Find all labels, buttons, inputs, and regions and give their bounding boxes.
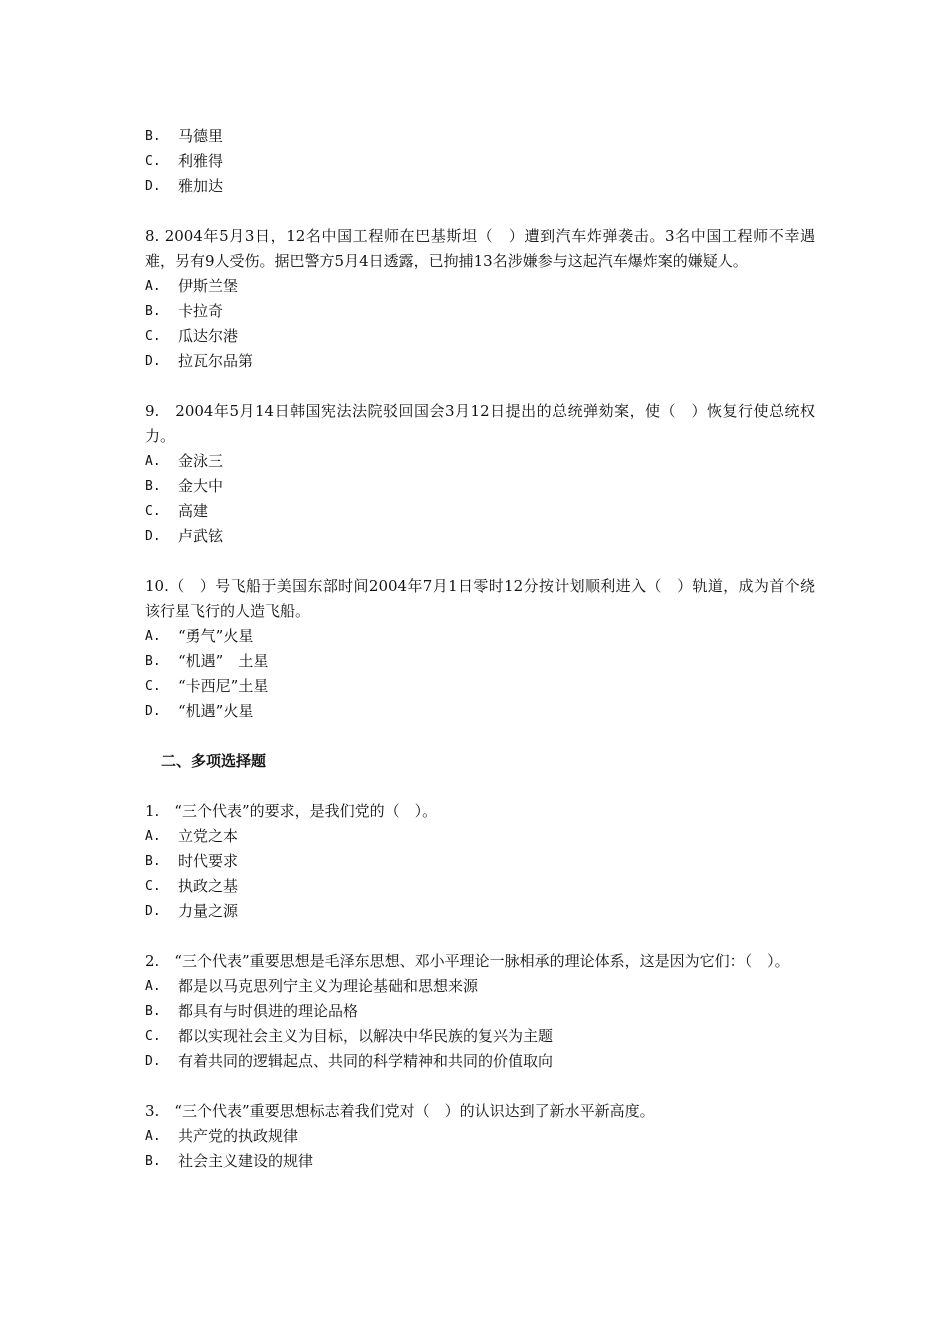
spacer <box>145 774 815 799</box>
option-text: “勇气”火星 <box>178 627 254 645</box>
option-b <box>145 299 815 324</box>
option-text: 共产党的执政规律 <box>178 1127 299 1145</box>
option-letter: D. <box>145 354 161 369</box>
option-text: 都以实现社会主义为目标，以解决中华民族的复兴为主题 <box>178 1027 554 1045</box>
option-letter: A. <box>145 979 161 994</box>
option-letter: D. <box>145 529 161 544</box>
spacer <box>145 724 815 749</box>
option-letter: C. <box>145 679 161 694</box>
option-b <box>145 1149 815 1174</box>
option-text: 有着共同的逻辑起点、共同的科学精神和共同的价值取向 <box>178 1052 554 1070</box>
option-letter: A. <box>145 629 161 644</box>
option-c <box>145 1024 815 1049</box>
option-letter: D. <box>145 904 161 919</box>
option-text: 拉瓦尔品第 <box>178 352 254 370</box>
option-letter: A. <box>145 454 161 469</box>
option-letter: C. <box>145 329 161 344</box>
option-text: 瓜达尔港 <box>178 327 239 345</box>
option-c <box>145 874 815 899</box>
option-letter: B. <box>145 854 161 869</box>
option-text: 时代要求 <box>178 852 239 870</box>
option-text: “卡西尼”土星 <box>178 677 269 695</box>
option-text: 都是以马克思列宁主义为理论基础和思想来源 <box>178 977 479 995</box>
option-text: 力量之源 <box>178 902 239 920</box>
option-letter: C. <box>145 154 161 169</box>
option-text: 雅加达 <box>178 177 224 195</box>
document-page <box>145 124 815 1174</box>
option-d <box>145 1049 815 1074</box>
option-d <box>145 524 815 549</box>
multi-question-3 <box>145 1099 815 1174</box>
question-8 <box>145 224 815 374</box>
option-letter: A. <box>145 279 161 294</box>
option-text: 执政之基 <box>178 877 239 895</box>
option-letter: B. <box>145 654 161 669</box>
spacer <box>145 374 815 399</box>
option-letter: C. <box>145 504 161 519</box>
option-text: 都具有与时俱进的理论品格 <box>178 1002 359 1020</box>
option-c <box>145 674 815 699</box>
multi-question-2 <box>145 949 815 1074</box>
question-10 <box>145 574 815 724</box>
option-d <box>145 349 815 374</box>
option-letter: B. <box>145 304 161 319</box>
prev-question-options <box>145 124 815 199</box>
option-c <box>145 149 815 174</box>
question-stem: 1. “三个代表”的要求，是我们党的（ ）。 <box>145 802 438 820</box>
option-text: 马德里 <box>178 127 224 145</box>
option-a <box>145 274 815 299</box>
question-stem: 8. 2004年5月3日，12名中国工程师在巴基斯坦（ ）遭到汽车炸弹袭击。3名中国工程师不幸遇难，另有9人受伤。据巴警方5月4日透露，已拘捕13名涉嫌参与这起汽车爆炸案的嫌疑人。 <box>145 227 815 270</box>
option-a <box>145 624 815 649</box>
option-text: 社会主义建设的规律 <box>178 1152 314 1170</box>
option-letter: B. <box>145 129 161 144</box>
option-b <box>145 849 815 874</box>
option-text: 卡拉奇 <box>178 302 224 320</box>
option-letter: A. <box>145 829 161 844</box>
spacer <box>145 1074 815 1099</box>
option-text: 卢武铉 <box>178 527 224 545</box>
option-a <box>145 1124 815 1149</box>
option-text: 利雅得 <box>178 152 224 170</box>
option-text: 立党之本 <box>178 827 239 845</box>
option-c <box>145 499 815 524</box>
option-text: “机遇”火星 <box>178 702 254 720</box>
spacer <box>145 199 815 224</box>
option-letter: C. <box>145 879 161 894</box>
option-b <box>145 474 815 499</box>
option-letter: B. <box>145 1154 161 1169</box>
section-heading: 二、多项选择题 <box>161 752 267 770</box>
option-text: 伊斯兰堡 <box>178 277 239 295</box>
option-letter: B. <box>145 1004 161 1019</box>
question-stem: 10.（ ）号飞船于美国东部时间2004年7月1日零时12分按计划顺利进入（ ）轨道，成为首个绕该行星飞行的人造飞船。 <box>145 577 815 620</box>
option-a <box>145 824 815 849</box>
option-letter: D. <box>145 179 161 194</box>
option-text: 高建 <box>178 502 209 520</box>
option-letter: D. <box>145 1054 161 1069</box>
question-stem: 2. “三个代表”重要思想是毛泽东思想、邓小平理论一脉相承的理论体系，这是因为它们：（ ）。 <box>145 952 790 970</box>
option-letter: B. <box>145 479 161 494</box>
option-letter: A. <box>145 1129 161 1144</box>
option-d <box>145 899 815 924</box>
option-text: 金泳三 <box>178 452 224 470</box>
option-a <box>145 449 815 474</box>
option-a <box>145 974 815 999</box>
option-b <box>145 649 815 674</box>
option-d <box>145 174 815 199</box>
option-b <box>145 124 815 149</box>
question-stem: 3. “三个代表”重要思想标志着我们党对（ ）的认识达到了新水平新高度。 <box>145 1102 655 1120</box>
question-stem: 9. 2004年5月14日韩国宪法法院驳回国会3月12日提出的总统弹劾案，使（ ）恢复行使总统权力。 <box>145 402 815 445</box>
option-text: “机遇” 土星 <box>178 652 269 670</box>
option-text: 金大中 <box>178 477 224 495</box>
spacer <box>145 924 815 949</box>
option-d <box>145 699 815 724</box>
option-letter: C. <box>145 1029 161 1044</box>
option-b <box>145 999 815 1024</box>
multi-question-1 <box>145 799 815 924</box>
spacer <box>145 549 815 574</box>
question-9 <box>145 399 815 549</box>
option-letter: D. <box>145 704 161 719</box>
option-c <box>145 324 815 349</box>
